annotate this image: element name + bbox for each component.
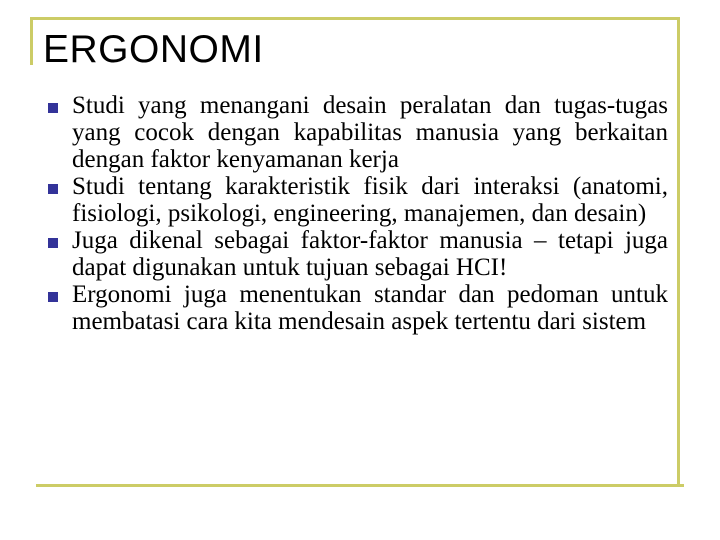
- bullet-text: Studi yang menangani desain peralatan dan tugas-tugas yang cocok dengan kapabilitas manusia yang berkaitan dengan faktor kenyamanan kerja: [72, 92, 668, 173]
- bullet-list: [46, 92, 668, 335]
- square-bullet-icon: [48, 103, 58, 113]
- bullet-item-2: [46, 173, 668, 227]
- bullet-item-3: [46, 227, 668, 281]
- bullet-item-4: [46, 281, 668, 335]
- bullet-item-1: [46, 92, 668, 173]
- square-bullet-icon: [48, 292, 58, 302]
- frame-left-line: [30, 17, 33, 65]
- slide-title: ERGONOMI: [43, 28, 264, 71]
- square-bullet-icon: [48, 238, 58, 248]
- bullet-text: Juga dikenal sebagai faktor-faktor manusia – tetapi juga dapat digunakan untuk tujuan sebagai HCI!: [72, 227, 668, 281]
- frame-right-line: [677, 17, 680, 487]
- square-bullet-icon: [48, 184, 58, 194]
- bullet-text: Studi tentang karakteristik fisik dari interaksi (anatomi, fisiologi, psikologi, engineering, manajemen, dan desain): [72, 173, 668, 227]
- frame-top-line: [30, 17, 680, 20]
- bullet-text: Ergonomi juga menentukan standar dan pedoman untuk membatasi cara kita mendesain aspek tertentu dari sistem: [72, 281, 668, 335]
- frame-bottom-line: [36, 484, 684, 487]
